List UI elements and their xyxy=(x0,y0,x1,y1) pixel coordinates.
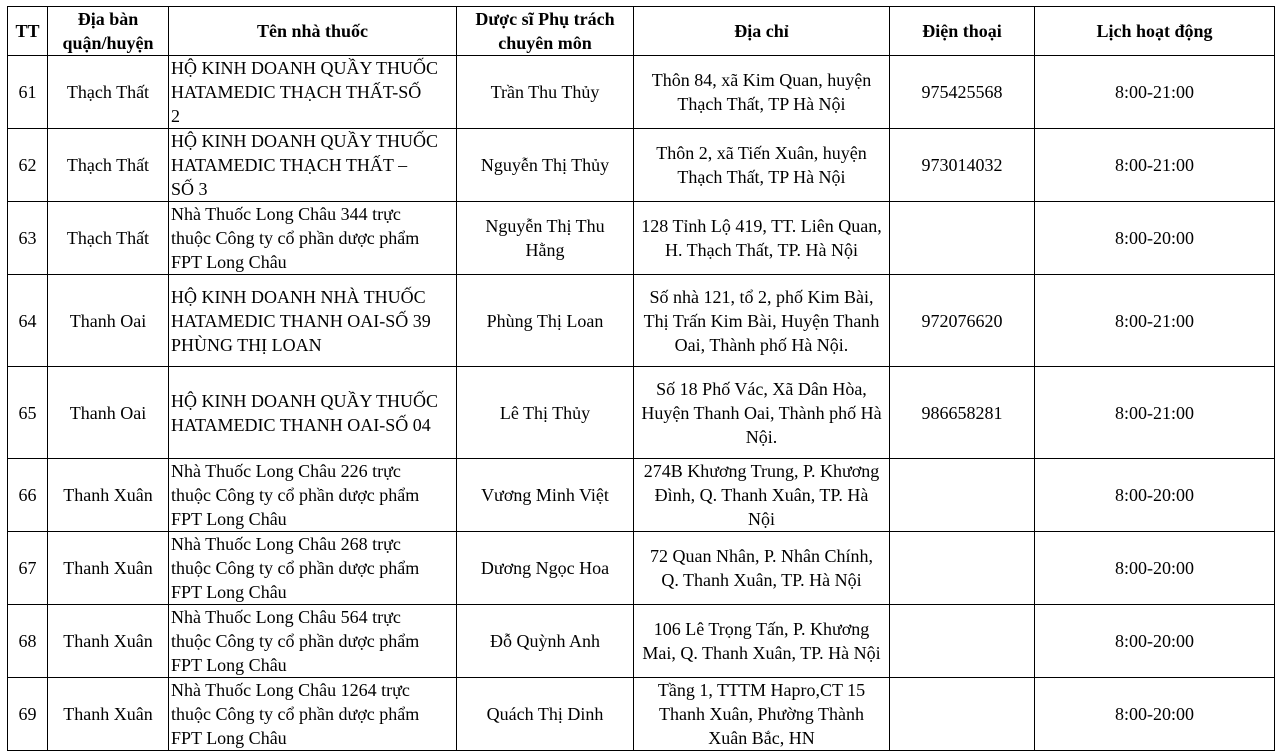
cell-pharmacy-name-line: Nhà Thuốc Long Châu 1264 trực xyxy=(171,680,410,700)
cell-tt: 67 xyxy=(8,532,48,605)
cell-address-line: Số nhà 121, tổ 2, phố Kim Bài, xyxy=(649,286,874,307)
header-address: Địa chỉ xyxy=(634,7,890,56)
cell-address-line: Nội. xyxy=(745,426,778,447)
cell-district: Thanh Oai xyxy=(48,275,169,367)
cell-address-line: Thôn 84, xã Kim Quan, huyện xyxy=(651,70,872,90)
cell-pharmacy-name-line: thuộc Công ty cổ phần dược phẩm xyxy=(171,558,420,578)
cell-pharmacist xyxy=(457,459,634,532)
cell-address-line: Đình, Q. Thanh Xuân, TP. Hà xyxy=(654,485,869,505)
cell-tt: 62 xyxy=(8,129,48,202)
cell-address xyxy=(634,129,890,202)
cell-pharmacy-name xyxy=(169,532,457,605)
cell-address-line: 274B Khương Trung, P. Khương xyxy=(643,461,880,481)
cell-address-line: Oai, Thành phố Hà Nội. xyxy=(674,334,849,355)
cell-hours: 8:00-21:00 xyxy=(1035,129,1275,202)
cell-pharmacy-name-line: HỘ KINH DOANH NHÀ THUỐC xyxy=(171,286,426,307)
cell-district: Thanh Xuân xyxy=(48,678,169,751)
cell-district: Thạch Thất xyxy=(48,129,169,202)
cell-address-line: H. Thạch Thất, TP. Hà Nội xyxy=(665,240,858,260)
cell-pharmacy-name-line: FPT Long Châu xyxy=(171,655,287,675)
cell-pharmacy-name xyxy=(169,605,457,678)
table-body xyxy=(8,56,1275,751)
cell-hours: 8:00-20:00 xyxy=(1035,678,1275,751)
cell-address-line: Số 18 Phố Vác, Xã Dân Hòa, xyxy=(656,378,867,399)
cell-pharmacist xyxy=(457,202,634,275)
cell-address-line: Thị Trấn Kim Bài, Huyện Thanh xyxy=(643,310,880,331)
cell-hours: 8:00-21:00 xyxy=(1035,367,1275,459)
cell-pharmacy-name-line: thuộc Công ty cổ phần dược phẩm xyxy=(171,631,420,651)
cell-pharmacy-name xyxy=(169,56,457,129)
cell-pharmacy-name-line: FPT Long Châu xyxy=(171,509,287,529)
cell-pharmacy-name-line: thuộc Công ty cổ phần dược phẩm xyxy=(171,704,420,724)
cell-hours: 8:00-20:00 xyxy=(1035,605,1275,678)
cell-pharmacist xyxy=(457,275,634,367)
table-row xyxy=(8,367,1275,459)
cell-address xyxy=(634,56,890,129)
cell-pharmacy-name-line: Nhà Thuốc Long Châu 268 trực xyxy=(171,534,401,554)
cell-pharmacist-line: Hằng xyxy=(525,240,565,260)
table-row xyxy=(8,532,1275,605)
cell-pharmacy-name-line: Nhà Thuốc Long Châu 564 trực xyxy=(171,607,401,627)
cell-pharmacy-name-line: HỘ KINH DOANH QUẦY THUỐC xyxy=(171,131,438,151)
cell-address-line: Q. Thanh Xuân, TP. Hà Nội xyxy=(661,570,862,590)
cell-pharmacist-line: Lê Thị Thủy xyxy=(499,402,591,423)
cell-address xyxy=(634,202,890,275)
table-row xyxy=(8,459,1275,532)
cell-pharmacy-name xyxy=(169,275,457,367)
cell-address-line: Nội xyxy=(748,509,775,529)
cell-address-line: 128 Tỉnh Lộ 419, TT. Liên Quan, xyxy=(641,216,882,236)
cell-phone: 973014032 xyxy=(890,129,1035,202)
cell-pharmacy-name xyxy=(169,129,457,202)
cell-tt: 64 xyxy=(8,275,48,367)
cell-pharmacy-name-line: HATAMEDIC THẠCH THẤT – xyxy=(171,155,408,175)
pharmacy-table xyxy=(7,6,1275,751)
cell-pharmacist-line: Nguyễn Thị Thủy xyxy=(480,155,610,175)
table-row xyxy=(8,275,1275,367)
cell-pharmacy-name xyxy=(169,678,457,751)
table-row xyxy=(8,678,1275,751)
cell-address xyxy=(634,367,890,459)
cell-pharmacist-line: Quách Thị Dinh xyxy=(486,704,604,724)
cell-phone xyxy=(890,605,1035,678)
cell-pharmacist xyxy=(457,56,634,129)
header-phone: Điện thoại xyxy=(890,7,1035,56)
cell-pharmacist xyxy=(457,129,634,202)
cell-address xyxy=(634,605,890,678)
cell-pharmacist-line: Nguyễn Thị Thu xyxy=(485,216,605,236)
cell-pharmacist-line: Đỗ Quỳnh Anh xyxy=(489,631,600,651)
header-district: Địa bàn quận/huyện xyxy=(48,7,169,56)
table-header-row xyxy=(8,7,1275,56)
cell-address-line: 106 Lê Trọng Tấn, P. Khương xyxy=(653,619,870,639)
cell-pharmacist-line: Phùng Thị Loan xyxy=(486,310,604,331)
cell-pharmacist xyxy=(457,367,634,459)
cell-district: Thạch Thất xyxy=(48,202,169,275)
cell-pharmacy-name-line: Nhà Thuốc Long Châu 226 trực xyxy=(171,461,401,481)
cell-phone: 972076620 xyxy=(890,275,1035,367)
cell-pharmacy-name-line: HỘ KINH DOANH QUẦY THUỐC xyxy=(171,390,438,411)
cell-phone xyxy=(890,202,1035,275)
cell-phone: 986658281 xyxy=(890,367,1035,459)
cell-tt: 61 xyxy=(8,56,48,129)
table-row xyxy=(8,202,1275,275)
cell-pharmacy-name-line: thuộc Công ty cổ phần dược phẩm xyxy=(171,485,420,505)
cell-address-line: Huyện Thanh Oai, Thành phố Hà xyxy=(641,402,882,423)
cell-address-line: Xuân Bắc, HN xyxy=(708,728,815,748)
header-pharmacist: Dược sĩ Phụ trách chuyên môn xyxy=(457,7,634,56)
table-row xyxy=(8,129,1275,202)
cell-pharmacy-name xyxy=(169,367,457,459)
cell-district: Thanh Xuân xyxy=(48,532,169,605)
cell-pharmacist-line: Dương Ngọc Hoa xyxy=(480,558,610,578)
cell-address xyxy=(634,532,890,605)
cell-pharmacist xyxy=(457,678,634,751)
cell-phone xyxy=(890,678,1035,751)
header-hours: Lịch hoạt động xyxy=(1035,7,1275,56)
cell-pharmacy-name-line: PHÙNG THỊ LOAN xyxy=(171,334,322,355)
cell-pharmacy-name xyxy=(169,202,457,275)
cell-district: Thanh Xuân xyxy=(48,459,169,532)
cell-tt: 69 xyxy=(8,678,48,751)
cell-hours: 8:00-21:00 xyxy=(1035,56,1275,129)
cell-pharmacy-name-line: FPT Long Châu xyxy=(171,728,287,748)
table-row xyxy=(8,605,1275,678)
cell-address xyxy=(634,275,890,367)
cell-hours: 8:00-20:00 xyxy=(1035,459,1275,532)
cell-phone xyxy=(890,532,1035,605)
cell-pharmacy-name-line: HATAMEDIC THẠCH THẤT-SỐ xyxy=(171,82,422,102)
cell-pharmacy-name-line: SỐ 3 xyxy=(171,179,208,199)
cell-tt: 63 xyxy=(8,202,48,275)
cell-hours: 8:00-21:00 xyxy=(1035,275,1275,367)
cell-pharmacist xyxy=(457,605,634,678)
cell-district: Thanh Oai xyxy=(48,367,169,459)
cell-address xyxy=(634,678,890,751)
cell-address-line: Thạch Thất, TP Hà Nội xyxy=(677,167,846,187)
cell-phone: 975425568 xyxy=(890,56,1035,129)
cell-pharmacy-name-line: FPT Long Châu xyxy=(171,252,287,272)
cell-pharmacy-name xyxy=(169,459,457,532)
cell-hours: 8:00-20:00 xyxy=(1035,202,1275,275)
cell-address-line: 72 Quan Nhân, P. Nhân Chính, xyxy=(650,546,873,566)
cell-pharmacy-name-line: HATAMEDIC THANH OAI-SỐ 04 xyxy=(171,414,431,435)
table-row xyxy=(8,56,1275,129)
header-pharmacy-name: Tên nhà thuốc xyxy=(169,7,457,56)
cell-pharmacy-name-line: 2 xyxy=(171,106,180,126)
cell-address-line: Thôn 2, xã Tiến Xuân, huyện xyxy=(656,143,867,163)
cell-pharmacy-name-line: thuộc Công ty cổ phần dược phẩm xyxy=(171,228,420,248)
cell-district: Thạch Thất xyxy=(48,56,169,129)
cell-address-line: Thạch Thất, TP Hà Nội xyxy=(677,94,846,114)
cell-phone xyxy=(890,459,1035,532)
cell-pharmacy-name-line: FPT Long Châu xyxy=(171,582,287,602)
cell-tt: 66 xyxy=(8,459,48,532)
cell-pharmacist xyxy=(457,532,634,605)
cell-address-line: Mai, Q. Thanh Xuân, TP. Hà Nội xyxy=(642,643,881,663)
cell-address xyxy=(634,459,890,532)
cell-hours: 8:00-20:00 xyxy=(1035,532,1275,605)
cell-address-line: Tầng 1, TTTM Hapro,CT 15 xyxy=(657,680,866,700)
cell-pharmacist-line: Vương Minh Việt xyxy=(481,485,609,505)
cell-pharmacy-name-line: Nhà Thuốc Long Châu 344 trực xyxy=(171,204,401,224)
cell-pharmacy-name-line: HATAMEDIC THANH OAI-SỐ 39 xyxy=(171,310,431,331)
cell-district: Thanh Xuân xyxy=(48,605,169,678)
cell-tt: 68 xyxy=(8,605,48,678)
cell-pharmacy-name-line: HỘ KINH DOANH QUẦY THUỐC xyxy=(171,58,438,78)
header-tt: TT xyxy=(8,7,48,56)
cell-pharmacist-line: Trần Thu Thủy xyxy=(490,82,600,102)
cell-address-line: Thanh Xuân, Phường Thành xyxy=(659,704,864,724)
cell-tt: 65 xyxy=(8,367,48,459)
